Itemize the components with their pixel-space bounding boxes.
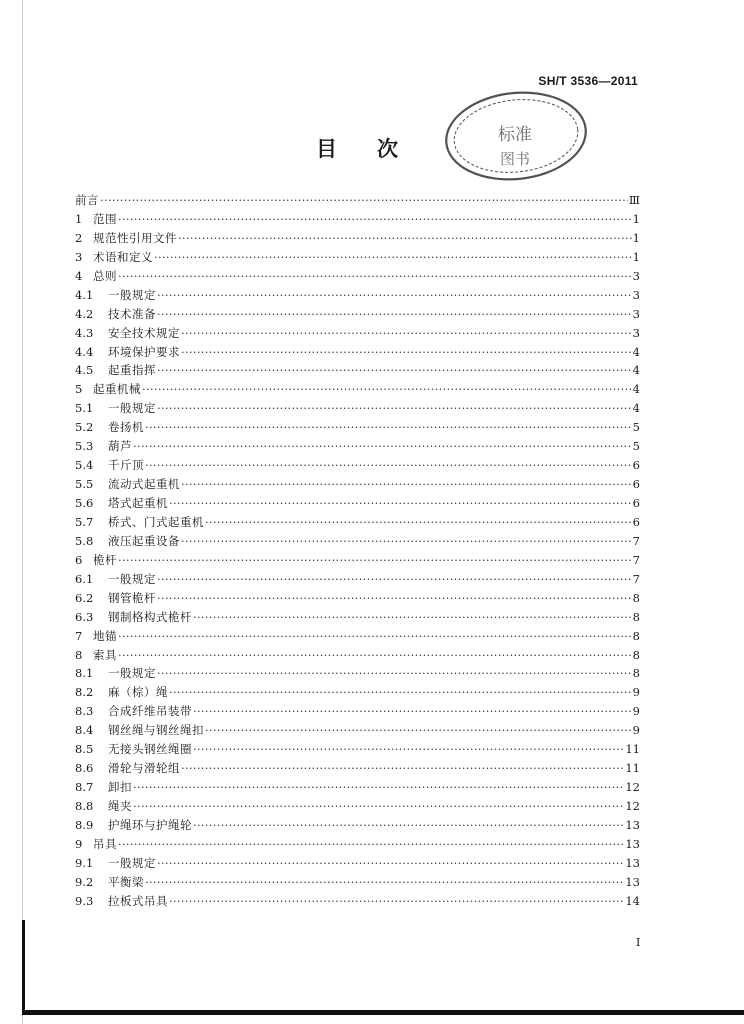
toc-section-number: 5.8 bbox=[75, 533, 94, 548]
toc-section-title: 钢管桅杆 bbox=[108, 590, 156, 605]
toc-section-number: 8.9 bbox=[75, 817, 94, 832]
toc-section-title: 钢制格构式桅杆 bbox=[108, 609, 192, 624]
toc-entry bbox=[75, 399, 640, 418]
toc-entry bbox=[75, 892, 640, 911]
toc-section-number: 8.3 bbox=[75, 704, 94, 719]
toc-entry bbox=[75, 210, 640, 229]
toc-page-number: 12 bbox=[625, 780, 640, 795]
toc-page-number: 1 bbox=[632, 249, 640, 264]
toc-page-number: 13 bbox=[625, 874, 640, 889]
toc-page-number: 4 bbox=[632, 344, 640, 359]
toc-section-number: 8.4 bbox=[75, 723, 94, 738]
toc-page-number: 6 bbox=[632, 514, 640, 529]
toc-section-number: 4.1 bbox=[75, 287, 94, 302]
toc-entry bbox=[75, 835, 640, 854]
toc-section-title: 无接头钢丝绳圈 bbox=[108, 742, 192, 757]
stamp-text-bottom: 图书 bbox=[500, 150, 531, 168]
toc-dot-leader bbox=[118, 210, 632, 229]
toc-dot-leader bbox=[145, 418, 632, 437]
toc-dot-leader bbox=[133, 778, 624, 797]
toc-section-title: 前言 bbox=[75, 193, 99, 207]
toc-entry bbox=[75, 191, 640, 210]
toc-page-number: 8 bbox=[632, 666, 640, 681]
toc-dot-leader bbox=[145, 456, 632, 475]
toc-section-number: 5.6 bbox=[75, 496, 94, 510]
toc-dot-leader bbox=[178, 229, 632, 248]
toc-section-title: 安全技术规定 bbox=[108, 325, 180, 340]
toc-page-number: 12 bbox=[625, 799, 640, 813]
toc-dot-leader bbox=[157, 305, 632, 324]
toc-page-number: 11 bbox=[625, 761, 640, 776]
toc-section-number: 5.3 bbox=[75, 439, 94, 454]
toc-section-number: 8.5 bbox=[75, 742, 94, 757]
toc-section-number: 8.7 bbox=[75, 780, 94, 795]
toc-page-number: 8 bbox=[632, 609, 640, 624]
toc-section-title: 桅杆 bbox=[93, 552, 117, 567]
toc-section-number: 7 bbox=[75, 628, 83, 643]
toc-entry bbox=[75, 854, 640, 873]
toc-dot-leader bbox=[118, 627, 632, 646]
toc-dot-leader bbox=[157, 589, 632, 608]
table-of-contents bbox=[75, 191, 640, 911]
toc-page-number: 5 bbox=[632, 439, 640, 454]
toc-page-number: 6 bbox=[632, 477, 640, 492]
toc-section-title: 一般规定 bbox=[108, 571, 156, 586]
toc-dot-leader bbox=[181, 759, 624, 778]
toc-section-number: 4.4 bbox=[75, 344, 94, 359]
toc-dot-leader bbox=[181, 475, 632, 494]
scan-corner-border bbox=[22, 920, 25, 1015]
toc-section-number: 5 bbox=[75, 382, 83, 397]
toc-entry bbox=[75, 589, 640, 608]
toc-section-title: 绳夹 bbox=[108, 799, 132, 813]
toc-section-title: 吊具 bbox=[93, 836, 117, 851]
toc-page-number: 11 bbox=[625, 742, 640, 757]
toc-page-number: 7 bbox=[632, 552, 640, 567]
toc-entry bbox=[75, 380, 640, 399]
toc-page-number: 3 bbox=[632, 306, 640, 321]
scan-bottom-border bbox=[22, 1010, 744, 1015]
toc-section-title: 卷扬机 bbox=[108, 420, 144, 435]
scan-left-edge bbox=[22, 0, 23, 1024]
toc-page-number: 7 bbox=[632, 571, 640, 586]
toc-section-number: 2 bbox=[75, 230, 83, 245]
toc-section-title: 千斤顶 bbox=[108, 458, 144, 473]
toc-dot-leader bbox=[193, 702, 632, 721]
toc-section-number: 1 bbox=[75, 211, 83, 226]
toc-page-number: 13 bbox=[625, 817, 640, 832]
toc-section-title: 环境保护要求 bbox=[108, 344, 180, 359]
toc-dot-leader bbox=[205, 513, 632, 532]
toc-dot-leader bbox=[193, 608, 632, 627]
toc-section-title: 葫芦 bbox=[108, 439, 132, 454]
toc-dot-leader bbox=[181, 532, 632, 551]
toc-page-number: 4 bbox=[632, 382, 640, 397]
document-code: SH/T 3536—2011 bbox=[538, 74, 638, 88]
toc-section-number: 6.3 bbox=[75, 609, 94, 624]
toc-dot-leader bbox=[169, 892, 624, 911]
toc-entry bbox=[75, 437, 640, 456]
toc-section-title: 平衡梁 bbox=[108, 874, 144, 889]
library-stamp bbox=[440, 78, 592, 188]
toc-page-number: 1 bbox=[632, 211, 640, 226]
toc-dot-leader bbox=[133, 437, 632, 456]
toc-section-title: 液压起重设备 bbox=[108, 533, 180, 548]
toc-section-title: 规范性引用文件 bbox=[93, 230, 177, 245]
toc-entry bbox=[75, 778, 640, 797]
toc-dot-leader bbox=[157, 286, 632, 305]
toc-section-number: 5.4 bbox=[75, 458, 94, 473]
toc-page-number: 13 bbox=[625, 855, 640, 870]
toc-dot-leader bbox=[118, 646, 632, 665]
toc-section-title: 麻（棕）绳 bbox=[108, 685, 168, 700]
toc-dot-leader bbox=[100, 191, 628, 210]
toc-entry bbox=[75, 248, 640, 267]
toc-page-number: 9 bbox=[632, 685, 640, 700]
toc-entry bbox=[75, 646, 640, 665]
toc-dot-leader bbox=[157, 361, 632, 380]
toc-entry bbox=[75, 683, 640, 702]
toc-section-number: 4.2 bbox=[75, 306, 94, 321]
toc-page-number: 3 bbox=[632, 268, 640, 283]
toc-dot-leader bbox=[133, 797, 624, 816]
toc-entry bbox=[75, 418, 640, 437]
toc-dot-leader bbox=[193, 740, 624, 759]
toc-dot-leader bbox=[205, 721, 632, 740]
page-folio: I bbox=[636, 936, 641, 949]
toc-section-title: 桥式、门式起重机 bbox=[108, 514, 204, 529]
toc-page-number: 13 bbox=[625, 836, 640, 851]
toc-page-number: 5 bbox=[632, 420, 640, 435]
toc-section-number: 8 bbox=[75, 647, 83, 662]
toc-section-number: 6 bbox=[75, 552, 83, 567]
toc-entry bbox=[75, 797, 640, 816]
toc-entry bbox=[75, 456, 640, 475]
toc-section-title: 钢丝绳与钢丝绳扣 bbox=[108, 723, 204, 738]
toc-section-title: 滑轮与滑轮组 bbox=[108, 761, 180, 776]
toc-entry bbox=[75, 286, 640, 305]
toc-entry bbox=[75, 475, 640, 494]
toc-entry bbox=[75, 551, 640, 570]
toc-section-title: 护绳环与护绳轮 bbox=[108, 817, 192, 832]
toc-entry bbox=[75, 229, 640, 248]
toc-section-title: 流动式起重机 bbox=[108, 477, 180, 492]
toc-section-number: 6.2 bbox=[75, 590, 94, 605]
toc-dot-leader bbox=[181, 324, 632, 343]
toc-entry bbox=[75, 570, 640, 589]
toc-section-number: 9.2 bbox=[75, 874, 94, 889]
toc-dot-leader bbox=[145, 873, 624, 892]
toc-section-number: 8.8 bbox=[75, 799, 94, 813]
toc-dot-leader bbox=[157, 664, 632, 683]
toc-section-title: 索具 bbox=[93, 647, 117, 662]
toc-section-title: 拉板式吊具 bbox=[108, 893, 168, 908]
toc-entry bbox=[75, 324, 640, 343]
toc-dot-leader bbox=[157, 570, 632, 589]
toc-page-number: 3 bbox=[632, 287, 640, 302]
toc-page-number: Ⅲ bbox=[628, 193, 640, 207]
toc-page-number: 14 bbox=[625, 893, 640, 908]
toc-section-title: 起重指挥 bbox=[108, 363, 156, 378]
toc-entry bbox=[75, 873, 640, 892]
toc-entry bbox=[75, 343, 640, 362]
toc-page-number: 9 bbox=[632, 723, 640, 738]
toc-section-title: 合成纤维吊装带 bbox=[108, 704, 192, 719]
toc-entry bbox=[75, 740, 640, 759]
toc-page-number: 3 bbox=[632, 325, 640, 340]
toc-page-number: 4 bbox=[632, 363, 640, 378]
toc-entry bbox=[75, 702, 640, 721]
toc-section-title: 卸扣 bbox=[108, 780, 132, 795]
toc-dot-leader bbox=[169, 683, 632, 702]
toc-page-number: 7 bbox=[632, 533, 640, 548]
toc-dot-leader bbox=[118, 551, 632, 570]
toc-entry bbox=[75, 608, 640, 627]
toc-page-number: 8 bbox=[632, 590, 640, 605]
toc-section-title: 一般规定 bbox=[108, 855, 156, 870]
toc-entry bbox=[75, 267, 640, 286]
toc-entry bbox=[75, 627, 640, 646]
toc-section-number: 5.1 bbox=[75, 401, 94, 416]
toc-page-number: 1 bbox=[632, 230, 640, 245]
toc-page-number: 4 bbox=[632, 401, 640, 416]
toc-dot-leader bbox=[118, 835, 624, 854]
toc-dot-leader bbox=[157, 399, 632, 418]
toc-page-number: 8 bbox=[632, 647, 640, 662]
toc-entry bbox=[75, 721, 640, 740]
page-title: 目次 bbox=[316, 136, 438, 161]
stamp-text-top: 标准 bbox=[498, 125, 532, 145]
toc-entry bbox=[75, 532, 640, 551]
toc-section-title: 地锚 bbox=[93, 628, 117, 643]
toc-entry bbox=[75, 759, 640, 778]
toc-section-number: 8.2 bbox=[75, 685, 94, 700]
toc-section-number: 8.6 bbox=[75, 761, 94, 776]
toc-entry bbox=[75, 361, 640, 380]
toc-page-number: 6 bbox=[632, 458, 640, 473]
toc-dot-leader bbox=[118, 267, 632, 286]
toc-section-number: 4.3 bbox=[75, 325, 94, 340]
toc-section-title: 总则 bbox=[93, 268, 117, 283]
toc-section-number: 8.1 bbox=[75, 666, 94, 681]
toc-page-number: 8 bbox=[632, 628, 640, 643]
toc-section-title: 塔式起重机 bbox=[108, 496, 168, 510]
toc-dot-leader bbox=[181, 343, 632, 362]
toc-section-title: 术语和定义 bbox=[93, 249, 153, 264]
toc-section-title: 一般规定 bbox=[108, 666, 156, 681]
toc-entry bbox=[75, 664, 640, 683]
toc-section-title: 一般规定 bbox=[108, 287, 156, 302]
toc-section-number: 6.1 bbox=[75, 571, 94, 586]
toc-section-title: 范围 bbox=[93, 211, 117, 226]
toc-dot-leader bbox=[157, 854, 624, 873]
toc-section-number: 9.3 bbox=[75, 893, 94, 908]
toc-page-number: 9 bbox=[632, 704, 640, 719]
toc-entry bbox=[75, 816, 640, 835]
toc-section-number: 5.7 bbox=[75, 514, 94, 529]
toc-dot-leader bbox=[154, 248, 632, 267]
toc-section-title: 起重机械 bbox=[93, 382, 141, 397]
toc-dot-leader bbox=[142, 380, 632, 399]
toc-section-number: 5.5 bbox=[75, 477, 94, 492]
toc-dot-leader bbox=[193, 816, 624, 835]
toc-section-number: 9 bbox=[75, 836, 83, 851]
toc-section-title: 技术准备 bbox=[108, 306, 156, 321]
toc-section-number: 4 bbox=[75, 268, 83, 283]
toc-section-number: 9.1 bbox=[75, 855, 94, 870]
toc-dot-leader bbox=[169, 494, 632, 513]
toc-entry bbox=[75, 305, 640, 324]
toc-section-title: 一般规定 bbox=[108, 401, 156, 416]
toc-entry bbox=[75, 494, 640, 513]
toc-section-number: 3 bbox=[75, 249, 83, 264]
toc-page-number: 6 bbox=[632, 496, 640, 510]
toc-section-number: 4.5 bbox=[75, 363, 94, 378]
toc-entry bbox=[75, 513, 640, 532]
toc-section-number: 5.2 bbox=[75, 420, 94, 435]
